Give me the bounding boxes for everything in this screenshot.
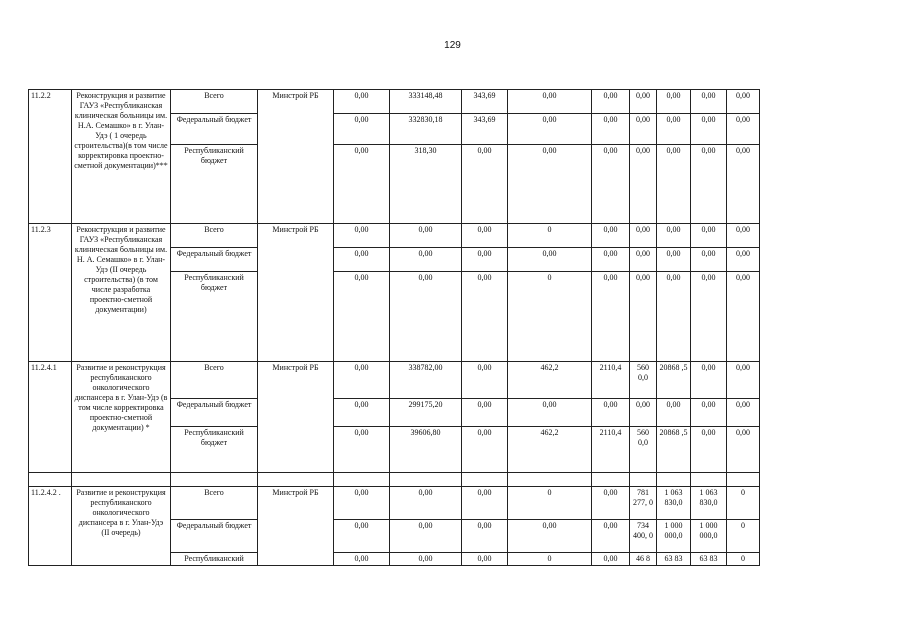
amount-cell: 63 83	[691, 553, 727, 566]
table-row	[29, 362, 760, 399]
table-row	[29, 90, 760, 114]
table-row	[29, 487, 760, 520]
funding-source-cell: Республиканский бюджет	[171, 427, 258, 473]
amount-cell: 0,00	[630, 399, 657, 427]
amount-cell: 2110,4	[592, 362, 630, 399]
amount-cell: 0,00	[508, 520, 592, 553]
amount-cell: 0,00	[462, 399, 508, 427]
amount-cell: 560 0,0	[630, 362, 657, 399]
funding-source-cell: Всего	[171, 362, 258, 399]
amount-cell: 0	[508, 272, 592, 362]
spacer-cell	[334, 473, 390, 487]
budget-table	[28, 89, 760, 566]
spacer-cell	[72, 473, 171, 487]
amount-cell: 0,00	[334, 224, 390, 248]
amount-cell: 0,00	[691, 90, 727, 114]
funding-source-cell: Республиканский бюджет	[171, 145, 258, 224]
measure-code-cell: 11.2.4.1	[29, 362, 72, 473]
spacer-cell	[390, 473, 462, 487]
spacer-cell	[462, 473, 508, 487]
funding-source-cell: Федеральный бюджет	[171, 399, 258, 427]
amount-cell: 20868 ,5	[657, 362, 691, 399]
amount-cell: 1 000 000,0	[691, 520, 727, 553]
amount-cell: 0,00	[592, 114, 630, 145]
spacer-cell	[657, 473, 691, 487]
amount-cell: 0,00	[657, 224, 691, 248]
amount-cell: 332830,18	[390, 114, 462, 145]
amount-cell: 0,00	[630, 224, 657, 248]
amount-cell: 0,00	[462, 248, 508, 272]
amount-cell: 0,00	[334, 487, 390, 520]
amount-cell: 0,00	[592, 399, 630, 427]
amount-cell: 0,00	[727, 272, 760, 362]
amount-cell: 462,2	[508, 427, 592, 473]
amount-cell: 0,00	[657, 145, 691, 224]
amount-cell: 0,00	[334, 553, 390, 566]
amount-cell: 318,30	[390, 145, 462, 224]
amount-cell: 0,00	[462, 520, 508, 553]
amount-cell: 0,00	[657, 272, 691, 362]
spacer-cell	[592, 473, 630, 487]
amount-cell: 560 0,0	[630, 427, 657, 473]
amount-cell: 0,00	[508, 399, 592, 427]
amount-cell: 0,00	[462, 487, 508, 520]
funding-source-cell: Федеральный бюджет	[171, 520, 258, 553]
amount-cell: 343,69	[462, 114, 508, 145]
amount-cell: 0	[727, 487, 760, 520]
amount-cell: 1 063 830,0	[657, 487, 691, 520]
amount-cell: 0,00	[727, 90, 760, 114]
amount-cell: 0,00	[691, 114, 727, 145]
amount-cell: 0,00	[691, 399, 727, 427]
amount-cell: 0,00	[390, 224, 462, 248]
amount-cell: 0,00	[508, 248, 592, 272]
spacer-cell	[691, 473, 727, 487]
funding-source-cell: Республиканский	[171, 553, 258, 566]
spacer-cell	[171, 473, 258, 487]
amount-cell: 46 8	[630, 553, 657, 566]
spacer-cell	[258, 473, 334, 487]
amount-cell: 0,00	[691, 145, 727, 224]
amount-cell: 338782,00	[390, 362, 462, 399]
amount-cell: 0,00	[630, 114, 657, 145]
amount-cell: 0,00	[592, 90, 630, 114]
amount-cell: 0	[508, 553, 592, 566]
amount-cell: 333148,48	[390, 90, 462, 114]
amount-cell: 0	[508, 224, 592, 248]
measure-name-cell: Развитие и реконструкция республиканского онкологического диспансера в г. Улан-Удэ (II очередь)	[72, 487, 171, 566]
spacer-cell	[29, 473, 72, 487]
measure-code-cell: 11.2.3	[29, 224, 72, 362]
amount-cell: 0,00	[462, 224, 508, 248]
amount-cell: 0,00	[592, 272, 630, 362]
amount-cell: 0,00	[334, 362, 390, 399]
amount-cell: 0,00	[657, 248, 691, 272]
amount-cell: 0	[508, 487, 592, 520]
amount-cell: 0,00	[727, 248, 760, 272]
amount-cell: 0,00	[462, 427, 508, 473]
amount-cell: 0,00	[508, 90, 592, 114]
amount-cell: 0,00	[691, 362, 727, 399]
spacer-cell	[630, 473, 657, 487]
amount-cell: 0	[727, 520, 760, 553]
amount-cell: 0,00	[462, 362, 508, 399]
amount-cell: 0,00	[592, 553, 630, 566]
amount-cell: 0,00	[390, 487, 462, 520]
amount-cell: 0,00	[657, 114, 691, 145]
amount-cell: 0,00	[630, 272, 657, 362]
amount-cell: 0,00	[334, 145, 390, 224]
amount-cell: 0,00	[691, 427, 727, 473]
amount-cell: 343,69	[462, 90, 508, 114]
amount-cell: 462,2	[508, 362, 592, 399]
spacer-row	[29, 473, 760, 487]
amount-cell: 0,00	[727, 362, 760, 399]
amount-cell: 0	[727, 553, 760, 566]
amount-cell: 0,00	[691, 248, 727, 272]
measure-name-cell: Реконструкция и развитие ГАУЗ «Республиканская клиническая больницы им. Н.А. Семашко» в г. Улан-Удэ ( 1 очередь строительства)(в том числе корректировка проектно-сметной документации)***	[72, 90, 171, 224]
amount-cell: 0,00	[592, 145, 630, 224]
amount-cell: 0,00	[390, 248, 462, 272]
amount-cell: 0,00	[727, 145, 760, 224]
amount-cell: 734 400, 0	[630, 520, 657, 553]
amount-cell: 0,00	[334, 427, 390, 473]
amount-cell: 0,00	[691, 224, 727, 248]
page-number: 129	[444, 40, 461, 51]
funding-source-cell: Всего	[171, 224, 258, 248]
amount-cell: 1 000 000,0	[657, 520, 691, 553]
amount-cell: 0,00	[508, 114, 592, 145]
amount-cell: 0,00	[390, 272, 462, 362]
measure-name-cell: Реконструкция и развитие ГАУЗ «Республиканская клиническая больницы им. Н. А. Семашко» в г. Улан-Удэ (II очередь строительства) (в том числе разработка проектно-сметной документации)	[72, 224, 171, 362]
amount-cell: 0,00	[334, 272, 390, 362]
amount-cell: 0,00	[334, 248, 390, 272]
amount-cell: 299175,20	[390, 399, 462, 427]
amount-cell: 0,00	[334, 90, 390, 114]
amount-cell: 0,00	[390, 520, 462, 553]
funding-source-cell: Республиканский бюджет	[171, 272, 258, 362]
amount-cell: 1 063 830,0	[691, 487, 727, 520]
executor-cell: Минстрой РБ	[258, 487, 334, 566]
funding-source-cell: Всего	[171, 90, 258, 114]
amount-cell: 0,00	[462, 272, 508, 362]
amount-cell: 0,00	[630, 248, 657, 272]
amount-cell: 0,00	[727, 114, 760, 145]
executor-cell: Минстрой РБ	[258, 362, 334, 473]
amount-cell: 0,00	[657, 90, 691, 114]
amount-cell: 0,00	[727, 399, 760, 427]
amount-cell: 0,00	[592, 487, 630, 520]
table-row	[29, 224, 760, 248]
amount-cell: 0,00	[727, 427, 760, 473]
amount-cell: 0,00	[657, 399, 691, 427]
amount-cell: 20868 ,5	[657, 427, 691, 473]
amount-cell: 0,00	[592, 248, 630, 272]
amount-cell: 0,00	[334, 114, 390, 145]
funding-source-cell: Федеральный бюджет	[171, 248, 258, 272]
executor-cell: Минстрой РБ	[258, 90, 334, 224]
amount-cell: 39606,80	[390, 427, 462, 473]
spacer-cell	[727, 473, 760, 487]
amount-cell: 0,00	[630, 90, 657, 114]
amount-cell: 0,00	[727, 224, 760, 248]
amount-cell: 0,00	[592, 520, 630, 553]
funding-source-cell: Федеральный бюджет	[171, 114, 258, 145]
amount-cell: 0,00	[691, 272, 727, 362]
spacer-cell	[508, 473, 592, 487]
amount-cell: 0,00	[334, 520, 390, 553]
amount-cell: 0,00	[334, 399, 390, 427]
measure-code-cell: 11.2.2	[29, 90, 72, 224]
amount-cell: 2110,4	[592, 427, 630, 473]
amount-cell: 0,00	[592, 224, 630, 248]
amount-cell: 0,00	[462, 145, 508, 224]
amount-cell: 781 277, 0	[630, 487, 657, 520]
amount-cell: 0,00	[390, 553, 462, 566]
executor-cell: Минстрой РБ	[258, 224, 334, 362]
amount-cell: 0,00	[462, 553, 508, 566]
measure-code-cell: 11.2.4.2 .	[29, 487, 72, 566]
measure-name-cell: Развитие и реконструкция республиканского онкологического диспансера в г. Улан-Удэ (в том числе корректировка проектно-сметной документации) *	[72, 362, 171, 473]
amount-cell: 63 83	[657, 553, 691, 566]
funding-source-cell: Всего	[171, 487, 258, 520]
amount-cell: 0,00	[508, 145, 592, 224]
amount-cell: 0,00	[630, 145, 657, 224]
